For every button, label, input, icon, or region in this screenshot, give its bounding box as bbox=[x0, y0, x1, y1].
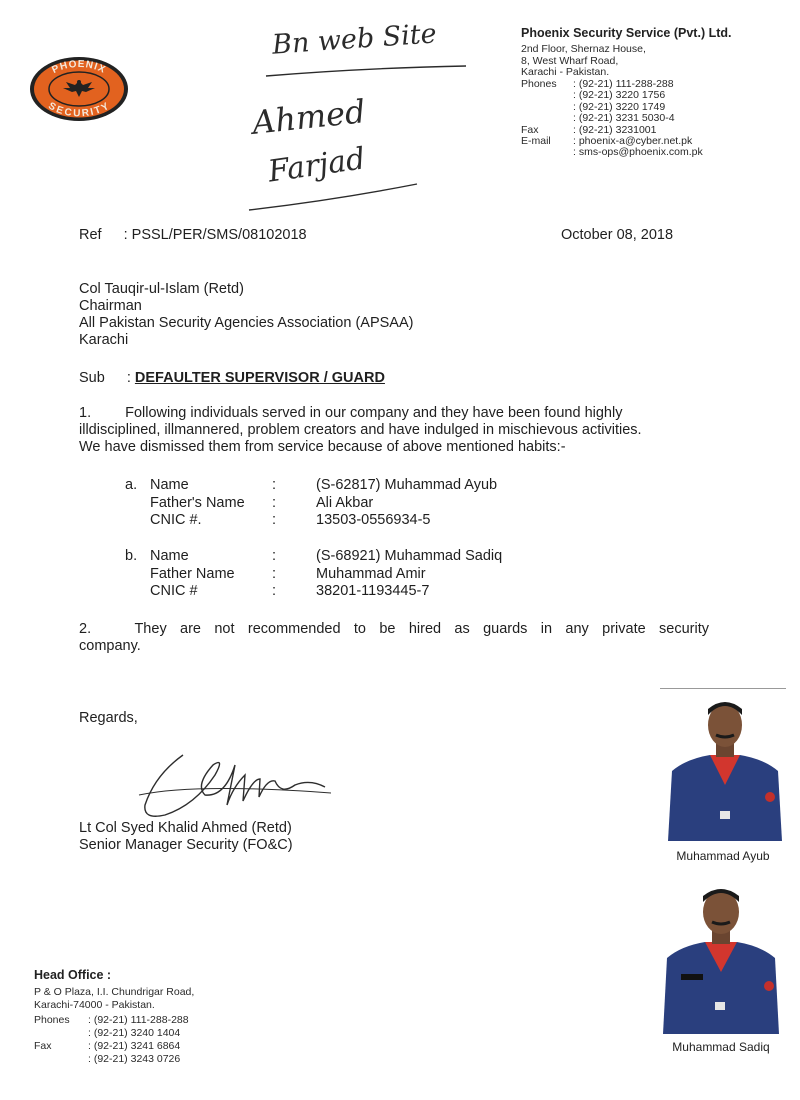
contact-label: E-mail bbox=[521, 135, 551, 148]
detail-row bbox=[125, 477, 497, 495]
handwritten-name-2: Farjad bbox=[266, 141, 368, 190]
detail-value: (S-62817) Muhammad Ayub bbox=[316, 477, 498, 493]
detail-colon: : bbox=[272, 477, 277, 493]
subject-label: Sub bbox=[79, 370, 105, 386]
photo-caption: Muhammad Sadiq bbox=[672, 1040, 770, 1054]
detail-colon: : bbox=[272, 583, 277, 599]
head-office-address bbox=[34, 986, 194, 1012]
detail-row bbox=[125, 566, 502, 584]
contact-row bbox=[521, 113, 703, 124]
person-details-a bbox=[125, 477, 497, 530]
company-contacts bbox=[521, 79, 703, 159]
detail-row bbox=[125, 495, 497, 513]
logo-text-top: PHOENIX bbox=[50, 58, 108, 76]
contact-label: Fax bbox=[521, 123, 539, 136]
closing: Regards, bbox=[79, 710, 138, 726]
detail-colon: : bbox=[272, 494, 277, 511]
contact-label: Phones bbox=[521, 78, 557, 90]
paragraph-2-line: company. bbox=[79, 638, 141, 654]
subject-separator: : bbox=[126, 370, 131, 386]
reference bbox=[79, 227, 307, 244]
recipient-line: Chairman bbox=[79, 298, 142, 314]
person-marker: a. bbox=[125, 477, 138, 493]
contact-row bbox=[521, 147, 703, 158]
contact-value: : (92-21) 3220 1756 bbox=[573, 89, 666, 102]
detail-value: 13503-0556934-5 bbox=[316, 512, 431, 528]
subject bbox=[79, 370, 385, 387]
contact-value: : phoenix-a@cyber.net.pk bbox=[573, 135, 693, 148]
contact-value: : sms-ops@phoenix.com.pk bbox=[573, 146, 703, 159]
logo-text-bottom: SECURITY bbox=[46, 100, 112, 120]
paragraph-1-line: illdisciplined, illmannered, problem creators and have indulged in mischievous activities. bbox=[79, 422, 642, 438]
head-office-address-line: Karachi-74000 - Pakistan. bbox=[34, 999, 155, 1011]
photo-caption: Muhammad Ayub bbox=[676, 849, 770, 863]
detail-label: Father's Name bbox=[150, 494, 245, 511]
detail-value: (S-68921) Muhammad Sadiq bbox=[316, 548, 503, 564]
contact-label bbox=[521, 147, 573, 158]
contact-label bbox=[34, 1027, 88, 1040]
recipient-line: Karachi bbox=[79, 332, 129, 348]
person-marker: b. bbox=[125, 548, 138, 564]
paragraph-1-line bbox=[79, 405, 709, 422]
detail-label: CNIC #. bbox=[150, 512, 202, 528]
paragraph-1-line: We have dismissed them from service because of above mentioned habits:- bbox=[79, 439, 566, 455]
paragraph-1 bbox=[79, 405, 709, 456]
contact-row bbox=[34, 1027, 189, 1040]
signature bbox=[135, 735, 335, 825]
head-office-contacts bbox=[34, 1014, 189, 1066]
contact-row bbox=[34, 1040, 189, 1053]
detail-value: Ali Akbar bbox=[316, 494, 374, 511]
company-address-line: Karachi - Pakistan. bbox=[521, 66, 610, 78]
person-photo bbox=[666, 693, 784, 841]
paragraph-2 bbox=[79, 621, 709, 655]
recipient-block bbox=[79, 281, 413, 349]
recipient-line: All Pakistan Security Agencies Association (APSAA) bbox=[79, 315, 414, 331]
contact-row bbox=[34, 1014, 189, 1027]
contact-label bbox=[521, 90, 573, 101]
paragraph-2-line bbox=[79, 621, 709, 638]
handwritten-note: Bn web Site bbox=[271, 18, 438, 61]
person-photo bbox=[661, 882, 781, 1034]
reference-label: Ref bbox=[79, 227, 102, 243]
subject-value: DEFAULTER SUPERVISOR / GUARD bbox=[134, 370, 385, 386]
letter-date: October 08, 2018 bbox=[561, 227, 674, 243]
detail-row bbox=[125, 583, 502, 601]
detail-label: Name bbox=[150, 477, 189, 493]
head-office-address-line: P & O Plaza, I.I. Chundrigar Road, bbox=[34, 986, 195, 998]
contact-label: Fax bbox=[34, 1040, 52, 1052]
contact-label bbox=[521, 102, 573, 113]
detail-colon: : bbox=[272, 512, 277, 528]
contact-label: Phones bbox=[34, 1014, 70, 1026]
contact-value: : (92-21) 3231 5030-4 bbox=[573, 112, 675, 125]
company-logo bbox=[28, 55, 130, 123]
company-address-line: 2nd Floor, Shernaz House, bbox=[521, 43, 646, 55]
company-address-line: 8, West Wharf Road, bbox=[521, 54, 619, 67]
person-details-b bbox=[125, 548, 502, 601]
paragraph-number: 2. bbox=[79, 621, 92, 637]
contact-label bbox=[521, 113, 573, 124]
paragraph-text: Following individuals served in our company and they have been found highly bbox=[125, 405, 623, 421]
contact-value: : (92-21) 3243 0726 bbox=[88, 1053, 181, 1065]
detail-row bbox=[125, 512, 497, 530]
contact-value: : (92-21) 3231001 bbox=[573, 123, 657, 136]
signatory-title: Senior Manager Security (FO&C) bbox=[79, 837, 293, 853]
paragraph-text: They are not recommended to be hired as guards in any private security bbox=[134, 621, 709, 637]
contact-value: : (92-21) 111-288-288 bbox=[88, 1014, 189, 1026]
reference-value: : PSSL/PER/SMS/08102018 bbox=[123, 227, 307, 243]
detail-label: Father Name bbox=[150, 565, 235, 582]
photo-card-sadiq bbox=[655, 882, 787, 1060]
company-address bbox=[521, 44, 646, 79]
contact-value: : (92-21) 3220 1749 bbox=[573, 100, 666, 113]
detail-colon: : bbox=[272, 565, 277, 582]
paragraph-number: 1. bbox=[79, 405, 92, 421]
detail-value: Muhammad Amir bbox=[316, 565, 426, 582]
contact-value: : (92-21) 111-288-288 bbox=[573, 78, 674, 90]
detail-label: Name bbox=[150, 548, 189, 564]
contact-value: : (92-21) 3240 1404 bbox=[88, 1027, 181, 1039]
detail-colon: : bbox=[272, 548, 277, 564]
head-office-title: Head Office : bbox=[34, 968, 112, 982]
handwritten-name-1: Ahmed bbox=[250, 92, 368, 142]
signatory-name: Lt Col Syed Khalid Ahmed (Retd) bbox=[79, 820, 292, 836]
recipient-line: Col Tauqir-ul-Islam (Retd) bbox=[79, 281, 244, 297]
contact-value: : (92-21) 3241 6864 bbox=[88, 1040, 181, 1052]
contact-row bbox=[34, 1053, 189, 1066]
detail-row bbox=[125, 548, 502, 566]
detail-label: CNIC # bbox=[150, 583, 198, 599]
handwritten-underline bbox=[262, 62, 472, 82]
contact-label bbox=[34, 1053, 88, 1066]
photo-card-ayub bbox=[660, 688, 786, 869]
handwritten-underline-2 bbox=[245, 178, 425, 218]
detail-value: 38201-1193445-7 bbox=[316, 583, 430, 599]
company-name: Phoenix Security Service (Pvt.) Ltd. bbox=[521, 26, 732, 40]
